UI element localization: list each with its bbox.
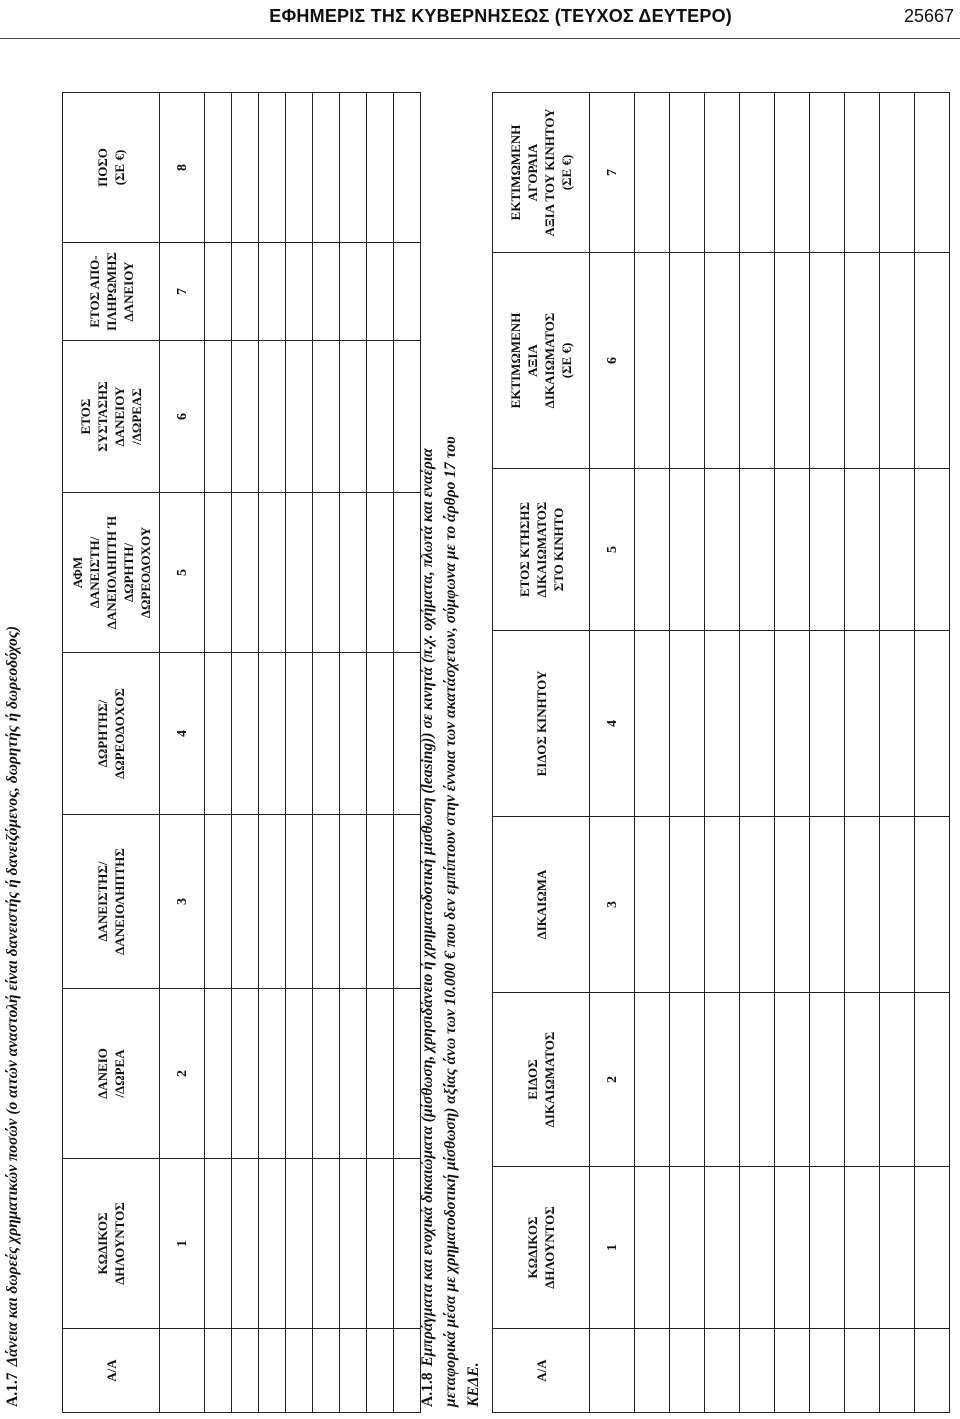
a17-header-row	[63, 93, 160, 1413]
a17-empty-cell[interactable]	[313, 493, 340, 653]
a17-empty-cell[interactable]	[367, 1329, 394, 1413]
a17-column-header: ΕΤΟΣ ΑΠΟ- ΠΛΗΡΩΜΗΣ ΔΑΝΕΙΟΥ	[63, 243, 160, 341]
section-a18-heading	[420, 448, 436, 1407]
a18-column-number: 1	[590, 1167, 635, 1329]
a18-empty-cell[interactable]	[775, 631, 810, 817]
a18-empty-row	[810, 93, 845, 1413]
a18-empty-cell[interactable]	[880, 631, 915, 817]
a18-empty-cell[interactable]	[775, 253, 810, 469]
a17-empty-cell[interactable]	[286, 815, 313, 989]
a18-empty-cell[interactable]	[705, 817, 740, 993]
a17-empty-cell[interactable]	[259, 493, 286, 653]
a17-empty-cell[interactable]	[340, 243, 367, 341]
a17-empty-row	[340, 93, 367, 1413]
a17-empty-cell[interactable]	[367, 815, 394, 989]
a18-column-header: ΚΩΔΙΚΟΣ ΔΗΛΟΥΝΤΟΣ	[493, 1167, 590, 1329]
a18-column-header: ΕΙΔΟΣ ΚΙΝΗΤΟΥ	[493, 631, 590, 817]
a18-empty-cell[interactable]	[740, 93, 775, 253]
a18-empty-cell[interactable]	[705, 1329, 740, 1413]
a17-empty-cell[interactable]	[259, 1159, 286, 1329]
a17-empty-row	[232, 93, 259, 1413]
a17-empty-cell[interactable]	[232, 341, 259, 493]
a18-empty-cell[interactable]	[915, 993, 950, 1167]
a18-column-number	[590, 1329, 635, 1413]
gazette-title: ΕΦΗΜΕΡΙΣ ΤΗΣ ΚΥΒΕΡΝΗΣΕΩΣ (ΤΕΥΧΟΣ ΔΕΥΤΕΡΟ)	[269, 6, 732, 26]
a17-column-number: 7	[160, 243, 205, 341]
a18-column-number: 2	[590, 993, 635, 1167]
a17-empty-cell[interactable]	[313, 1159, 340, 1329]
a18-empty-cell[interactable]	[845, 253, 880, 469]
a17-empty-cell[interactable]	[367, 1159, 394, 1329]
a17-column-number: 8	[160, 93, 205, 243]
movable-rights-table	[492, 92, 950, 1413]
a17-empty-cell[interactable]	[232, 1329, 259, 1413]
a17-empty-cell[interactable]	[340, 989, 367, 1159]
rotated-landscape-content	[0, 40, 960, 1419]
a17-empty-cell[interactable]	[232, 653, 259, 815]
a17-empty-cell[interactable]	[205, 653, 232, 815]
a18-empty-cell[interactable]	[810, 93, 845, 253]
a17-empty-cell[interactable]	[232, 493, 259, 653]
a18-empty-cell[interactable]	[740, 993, 775, 1167]
a18-empty-cell[interactable]	[915, 631, 950, 817]
a17-column-header: ΚΩΔΙΚΟΣ ΔΗΛΟΥΝΤΟΣ	[63, 1159, 160, 1329]
a18-empty-cell[interactable]	[670, 93, 705, 253]
a17-empty-cell[interactable]	[286, 1329, 313, 1413]
a18-column-header: Α/Α	[493, 1329, 590, 1413]
a18-column-header: ΔΙΚΑΙΩΜΑ	[493, 817, 590, 993]
a17-empty-cell[interactable]	[259, 989, 286, 1159]
a18-empty-row	[635, 93, 670, 1413]
section-a18-title-line-3: ΚΕΔΕ.	[465, 1362, 482, 1407]
section-a18-number: Α.1.8	[419, 1372, 436, 1407]
a18-empty-cell[interactable]	[670, 469, 705, 631]
a17-empty-cell[interactable]	[286, 93, 313, 243]
a17-empty-cell[interactable]	[205, 341, 232, 493]
a18-empty-cell[interactable]	[635, 93, 670, 253]
a17-empty-cell[interactable]	[367, 93, 394, 243]
a17-empty-cell[interactable]	[286, 1159, 313, 1329]
a18-column-number-row	[590, 93, 635, 1413]
a17-empty-cell[interactable]	[313, 1329, 340, 1413]
section-a18-title-line-2: μεταφορικά μέσα με χρηματοδοτική μίσθωση) αξίας άνω των 10.000 € που δεν εμπίπτουν στην έννοια των ακατάσχετων, σύμφωνα με το άρθρο 17 του	[442, 436, 459, 1407]
a17-empty-cell[interactable]	[394, 493, 421, 653]
a17-empty-cell[interactable]	[286, 341, 313, 493]
a18-empty-cell[interactable]	[635, 993, 670, 1167]
a18-empty-cell[interactable]	[740, 469, 775, 631]
a17-empty-cell[interactable]	[232, 815, 259, 989]
a18-empty-cell[interactable]	[915, 253, 950, 469]
a18-empty-cell[interactable]	[705, 253, 740, 469]
a17-empty-row	[259, 93, 286, 1413]
a17-column-header: ΔΩΡΗΤΗΣ/ ΔΩΡΕΟΔΟΧΟΣ	[63, 653, 160, 815]
a17-empty-cell[interactable]	[205, 1159, 232, 1329]
a18-empty-cell[interactable]	[845, 817, 880, 993]
a17-empty-cell[interactable]	[340, 493, 367, 653]
a17-empty-cell[interactable]	[259, 341, 286, 493]
a18-empty-cell[interactable]	[635, 1167, 670, 1329]
a18-empty-cell[interactable]	[845, 469, 880, 631]
a17-empty-cell[interactable]	[394, 653, 421, 815]
loans-donations-table	[62, 92, 421, 1413]
a17-empty-cell[interactable]	[394, 243, 421, 341]
a18-empty-cell[interactable]	[845, 993, 880, 1167]
a18-empty-cell[interactable]	[775, 1167, 810, 1329]
a17-empty-cell[interactable]	[313, 243, 340, 341]
a18-empty-cell[interactable]	[915, 1329, 950, 1413]
a18-header-row	[493, 93, 590, 1413]
a17-empty-cell[interactable]	[259, 653, 286, 815]
a17-empty-cell[interactable]	[205, 1329, 232, 1413]
a18-empty-cell[interactable]	[845, 93, 880, 253]
a18-empty-cell[interactable]	[880, 1329, 915, 1413]
a18-empty-cell[interactable]	[740, 817, 775, 993]
a18-empty-cell[interactable]	[915, 93, 950, 253]
a18-empty-cell[interactable]	[705, 631, 740, 817]
a18-empty-cell[interactable]	[810, 469, 845, 631]
a18-column-number: 4	[590, 631, 635, 817]
a17-column-header: ΔΑΝΕΙΣΤΗΣ/ ΔΑΝΕΙΟΛΗΠΤΗΣ	[63, 815, 160, 989]
a18-empty-cell[interactable]	[775, 469, 810, 631]
a17-empty-cell[interactable]	[340, 341, 367, 493]
a17-empty-cell[interactable]	[259, 1329, 286, 1413]
a18-column-header: ΕΚΤΙΜΩΜΕΝΗ ΑΞΙΑ ΔΙΚΑΙΩΜΑΤΟΣ (ΣΕ €)	[493, 253, 590, 469]
a17-empty-cell[interactable]	[340, 653, 367, 815]
a17-column-number: 3	[160, 815, 205, 989]
a17-empty-cell[interactable]	[205, 493, 232, 653]
a18-empty-cell[interactable]	[845, 1167, 880, 1329]
a18-column-header: ΕΚΤΙΜΩΜΕΝΗ ΑΓΟΡΑΙΑ ΑΞΙΑ ΤΟΥ ΚΙΝΗΤΟΥ (ΣΕ €)	[493, 93, 590, 253]
a17-empty-cell[interactable]	[313, 341, 340, 493]
a18-empty-cell[interactable]	[705, 1167, 740, 1329]
a18-column-number: 7	[590, 93, 635, 253]
a17-column-number: 2	[160, 989, 205, 1159]
a17-column-number: 4	[160, 653, 205, 815]
a18-empty-cell[interactable]	[880, 469, 915, 631]
a18-column-number: 3	[590, 817, 635, 993]
a17-empty-row	[313, 93, 340, 1413]
a18-empty-row	[915, 93, 950, 1413]
a17-empty-cell[interactable]	[340, 815, 367, 989]
a17-column-header: ΑΦΜ ΔΑΝΕΙΣΤΗ/ ΔΑΝΕΙΟΛΗΠΤΗ Ή ΔΩΡΗΤΗ/ ΔΩΡΕΟΔΟΧΟΥ	[63, 493, 160, 653]
a18-column-number: 5	[590, 469, 635, 631]
a17-empty-cell[interactable]	[205, 243, 232, 341]
a18-empty-cell[interactable]	[880, 253, 915, 469]
a17-empty-cell[interactable]	[313, 93, 340, 243]
a18-empty-cell[interactable]	[740, 253, 775, 469]
a18-empty-row	[845, 93, 880, 1413]
a18-empty-row	[880, 93, 915, 1413]
a17-empty-cell[interactable]	[394, 1329, 421, 1413]
a17-empty-cell[interactable]	[340, 1329, 367, 1413]
a17-empty-cell[interactable]	[340, 93, 367, 243]
section-a17-number: Α.1.7	[4, 1372, 21, 1407]
a17-empty-cell[interactable]	[259, 243, 286, 341]
a18-empty-cell[interactable]	[670, 817, 705, 993]
a17-empty-cell[interactable]	[205, 815, 232, 989]
a17-empty-cell[interactable]	[259, 815, 286, 989]
section-a17-title: Δάνεια και δωρεές χρηματικών ποσών (ο αιτών αναστολή είναι δανειστής ή δανειζόμενος, δωρητής ή δωρεοδόχος)	[4, 626, 21, 1367]
a17-empty-cell[interactable]	[286, 493, 313, 653]
a17-empty-row	[367, 93, 394, 1413]
a17-empty-cell[interactable]	[367, 989, 394, 1159]
a18-empty-cell[interactable]	[775, 1329, 810, 1413]
page-header	[0, 0, 960, 40]
a17-empty-cell[interactable]	[286, 989, 313, 1159]
a18-empty-cell[interactable]	[810, 1329, 845, 1413]
a17-empty-cell[interactable]	[205, 93, 232, 243]
a17-empty-row	[394, 93, 421, 1413]
a17-column-number: 1	[160, 1159, 205, 1329]
a17-empty-cell[interactable]	[313, 989, 340, 1159]
a18-empty-cell[interactable]	[635, 469, 670, 631]
a17-empty-cell[interactable]	[394, 93, 421, 243]
a18-empty-cell[interactable]	[915, 1167, 950, 1329]
a18-empty-cell[interactable]	[740, 631, 775, 817]
a18-empty-cell[interactable]	[775, 993, 810, 1167]
a18-empty-cell[interactable]	[670, 253, 705, 469]
a18-empty-cell[interactable]	[880, 93, 915, 253]
a18-empty-row	[670, 93, 705, 1413]
a17-empty-cell[interactable]	[232, 1159, 259, 1329]
a18-empty-cell[interactable]	[810, 993, 845, 1167]
a18-empty-cell[interactable]	[740, 1329, 775, 1413]
a17-column-header: ΔΑΝΕΙΟ /ΔΩΡΕΑ	[63, 989, 160, 1159]
a17-empty-cell[interactable]	[232, 989, 259, 1159]
a18-empty-cell[interactable]	[810, 817, 845, 993]
a17-empty-cell[interactable]	[313, 653, 340, 815]
a17-empty-cell[interactable]	[232, 243, 259, 341]
a17-empty-cell[interactable]	[367, 341, 394, 493]
a18-empty-cell[interactable]	[670, 1329, 705, 1413]
a17-empty-cell[interactable]	[367, 243, 394, 341]
a18-empty-cell[interactable]	[670, 1167, 705, 1329]
a18-empty-cell[interactable]	[705, 469, 740, 631]
a18-empty-cell[interactable]	[635, 1329, 670, 1413]
a17-empty-cell[interactable]	[394, 989, 421, 1159]
a17-empty-row	[205, 93, 232, 1413]
a18-empty-cell[interactable]	[635, 631, 670, 817]
a17-empty-cell[interactable]	[367, 653, 394, 815]
a17-empty-cell[interactable]	[340, 1159, 367, 1329]
a18-empty-row	[705, 93, 740, 1413]
a18-column-header: ΕΤΟΣ ΚΤΗΣΗΣ ΔΙΚΑΙΩΜΑΤΟΣ ΣΤΟ ΚΙΝΗΤΟ	[493, 469, 590, 631]
a18-empty-cell[interactable]	[740, 1167, 775, 1329]
a17-column-header: Α/Α	[63, 1329, 160, 1413]
a18-empty-cell[interactable]	[880, 1167, 915, 1329]
a17-column-number: 5	[160, 493, 205, 653]
a17-empty-cell[interactable]	[205, 989, 232, 1159]
a18-empty-cell[interactable]	[635, 253, 670, 469]
a17-empty-cell[interactable]	[286, 243, 313, 341]
a18-empty-cell[interactable]	[775, 817, 810, 993]
a18-empty-cell[interactable]	[775, 93, 810, 253]
section-a17-heading	[5, 626, 21, 1407]
a18-column-number: 6	[590, 253, 635, 469]
a18-empty-cell[interactable]	[845, 631, 880, 817]
a17-empty-cell[interactable]	[394, 1159, 421, 1329]
a17-empty-cell[interactable]	[286, 653, 313, 815]
a18-empty-cell[interactable]	[705, 93, 740, 253]
a18-empty-cell[interactable]	[845, 1329, 880, 1413]
a18-empty-cell[interactable]	[810, 1167, 845, 1329]
a18-empty-cell[interactable]	[810, 253, 845, 469]
a17-column-header: ΕΤΟΣ ΣΥΣΤΑΣΗΣ ΔΑΝΕΙΟΥ /ΔΩΡΕΑΣ	[63, 341, 160, 493]
a17-column-number-row	[160, 93, 205, 1413]
a17-empty-cell[interactable]	[232, 93, 259, 243]
a18-empty-cell[interactable]	[915, 817, 950, 993]
a18-empty-cell[interactable]	[915, 469, 950, 631]
a18-empty-row	[740, 93, 775, 1413]
a17-empty-cell[interactable]	[394, 815, 421, 989]
page-number: 25667	[903, 6, 954, 26]
a18-empty-cell[interactable]	[635, 817, 670, 993]
a18-empty-cell[interactable]	[670, 993, 705, 1167]
a17-empty-row	[286, 93, 313, 1413]
a18-empty-cell[interactable]	[880, 817, 915, 993]
a17-empty-cell[interactable]	[367, 493, 394, 653]
a18-empty-cell[interactable]	[705, 993, 740, 1167]
header-divider	[0, 38, 960, 39]
a17-column-header: ΠΟΣΟ (ΣΕ €)	[63, 93, 160, 243]
a17-empty-cell[interactable]	[259, 93, 286, 243]
a18-column-header: ΕΙΔΟΣ ΔΙΚΑΙΩΜΑΤΟΣ	[493, 993, 590, 1167]
a17-empty-cell[interactable]	[394, 341, 421, 493]
a18-empty-row	[775, 93, 810, 1413]
a17-column-number	[160, 1329, 205, 1413]
a17-empty-cell[interactable]	[313, 815, 340, 989]
a17-column-number: 6	[160, 341, 205, 493]
a18-empty-cell[interactable]	[810, 631, 845, 817]
a18-empty-cell[interactable]	[670, 631, 705, 817]
a18-empty-cell[interactable]	[880, 993, 915, 1167]
section-a18-title-line-1: Εμπράγματα και ενοχικά δικαιώματα (μίσθωση, χρησιδάνειο ή χρηματοδοτική μίσθωση (leasing)) σε κινητά (π.χ. οχήματα, πλωτά και εναέρια	[419, 448, 436, 1367]
